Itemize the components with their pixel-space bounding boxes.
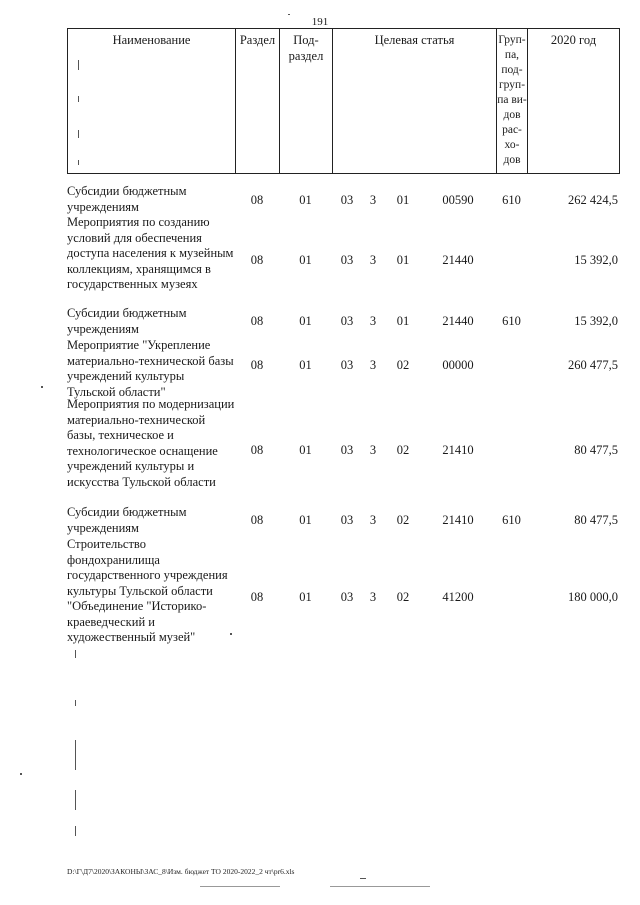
- row-name: Субсидии бюджетным учреждениям: [67, 505, 187, 535]
- row-section: 08: [250, 253, 264, 267]
- scan-mark: [75, 740, 76, 770]
- row-amount: 260 477,5: [568, 358, 618, 372]
- row-program: 03: [340, 193, 354, 207]
- row-amount: 80 477,5: [574, 443, 618, 457]
- header-target-article: Целевая статья: [333, 29, 497, 173]
- row-subsection: 01: [299, 590, 312, 604]
- row-name: Мероприятия по созданию условий для обеспечения доступа населения к музейным коллекциям, хранящимся в государственных музеях: [67, 215, 234, 291]
- row-expense-group: 610: [502, 513, 521, 527]
- scan-mark: [75, 650, 76, 658]
- row-subprogram: 3: [369, 253, 377, 267]
- header-subsection: Под- раздел: [280, 29, 333, 173]
- row-name: Субсидии бюджетным учреждениям: [67, 306, 187, 336]
- row-direction: 21410: [442, 443, 474, 457]
- row-direction: 21440: [442, 314, 474, 328]
- row-section: 08: [250, 590, 264, 604]
- scan-mark: [78, 96, 79, 102]
- scan-mark: [20, 773, 22, 775]
- scan-mark: [75, 700, 76, 706]
- header-year: 2020 год: [550, 33, 597, 47]
- row-subprogram: 3: [369, 193, 377, 207]
- row-subprogram: 3: [369, 443, 377, 457]
- row-amount: 15 392,0: [574, 253, 618, 267]
- row-amount: 15 392,0: [574, 314, 618, 328]
- scan-mark: [288, 14, 290, 15]
- row-subprogram: 3: [369, 513, 377, 527]
- row-name: Субсидии бюджетным учреждениям: [67, 184, 187, 214]
- scan-mark: [330, 886, 430, 887]
- row-section: 08: [250, 314, 264, 328]
- row-event: 02: [396, 590, 410, 604]
- row-name: Строительство фондохранилища государственного учреждения культуры Тульской области "Объединение "Историко-краеведческий и художественный музей": [67, 537, 228, 644]
- row-subprogram: 3: [369, 590, 377, 604]
- scan-mark: [41, 386, 43, 388]
- row-event: 02: [396, 443, 410, 457]
- row-name: Мероприятие "Укрепление материально-технической базы учреждений культуры Тульской области": [67, 338, 234, 399]
- header-section: Раздел: [236, 29, 280, 173]
- row-event: 01: [396, 314, 410, 328]
- row-expense-group: 610: [502, 314, 521, 328]
- row-program: 03: [340, 358, 354, 372]
- scan-mark: [360, 878, 366, 879]
- row-section: 08: [250, 513, 264, 527]
- row-amount: 80 477,5: [574, 513, 618, 527]
- scan-mark: [75, 826, 76, 836]
- row-subsection: 01: [299, 513, 312, 527]
- row-program: 03: [340, 590, 354, 604]
- row-amount: 262 424,5: [568, 193, 618, 207]
- row-name: Мероприятия по модернизации материально-технической базы, техническое и технологическое оснащение учреждений культуры и искусства Тульской области: [67, 397, 235, 489]
- row-program: 03: [340, 513, 354, 527]
- page-number: 191: [311, 16, 329, 28]
- row-subsection: 01: [299, 443, 312, 457]
- scan-mark: [230, 633, 232, 635]
- row-program: 03: [340, 443, 354, 457]
- row-subsection: 01: [299, 193, 312, 207]
- row-amount: 180 000,0: [568, 590, 618, 604]
- row-event: 02: [396, 513, 410, 527]
- row-subsection: 01: [299, 358, 312, 372]
- scan-mark: [78, 130, 79, 138]
- scan-mark: [75, 790, 76, 810]
- scan-mark: [200, 886, 280, 887]
- file-path-footer: D:\Г\Д7\2020\ЗАКОНЫ\ЗАС_8\Изм. бюджет ТО 2020-2022_2 чт\pr6.xls: [67, 867, 295, 876]
- row-direction: 00000: [442, 358, 474, 372]
- row-direction: 00590: [442, 193, 474, 207]
- table-header: [67, 28, 620, 174]
- row-direction: 41200: [442, 590, 474, 604]
- row-direction: 21440: [442, 253, 474, 267]
- row-expense-group: 610: [502, 193, 521, 207]
- header-expense-group: Груп- па, под- груп- па ви- дов рас- хо- дов: [497, 29, 528, 173]
- row-direction: 21410: [442, 513, 474, 527]
- row-program: 03: [340, 314, 354, 328]
- row-subprogram: 3: [369, 358, 377, 372]
- header-name: Наименование: [68, 29, 236, 173]
- row-event: 02: [396, 358, 410, 372]
- row-program: 03: [340, 253, 354, 267]
- row-subsection: 01: [299, 314, 312, 328]
- row-event: 01: [396, 253, 410, 267]
- row-subprogram: 3: [369, 314, 377, 328]
- scan-mark: [78, 160, 79, 165]
- row-event: 01: [396, 193, 410, 207]
- row-subsection: 01: [299, 253, 312, 267]
- row-section: 08: [250, 358, 264, 372]
- row-section: 08: [250, 193, 264, 207]
- scan-mark: [78, 60, 79, 70]
- row-section: 08: [250, 443, 264, 457]
